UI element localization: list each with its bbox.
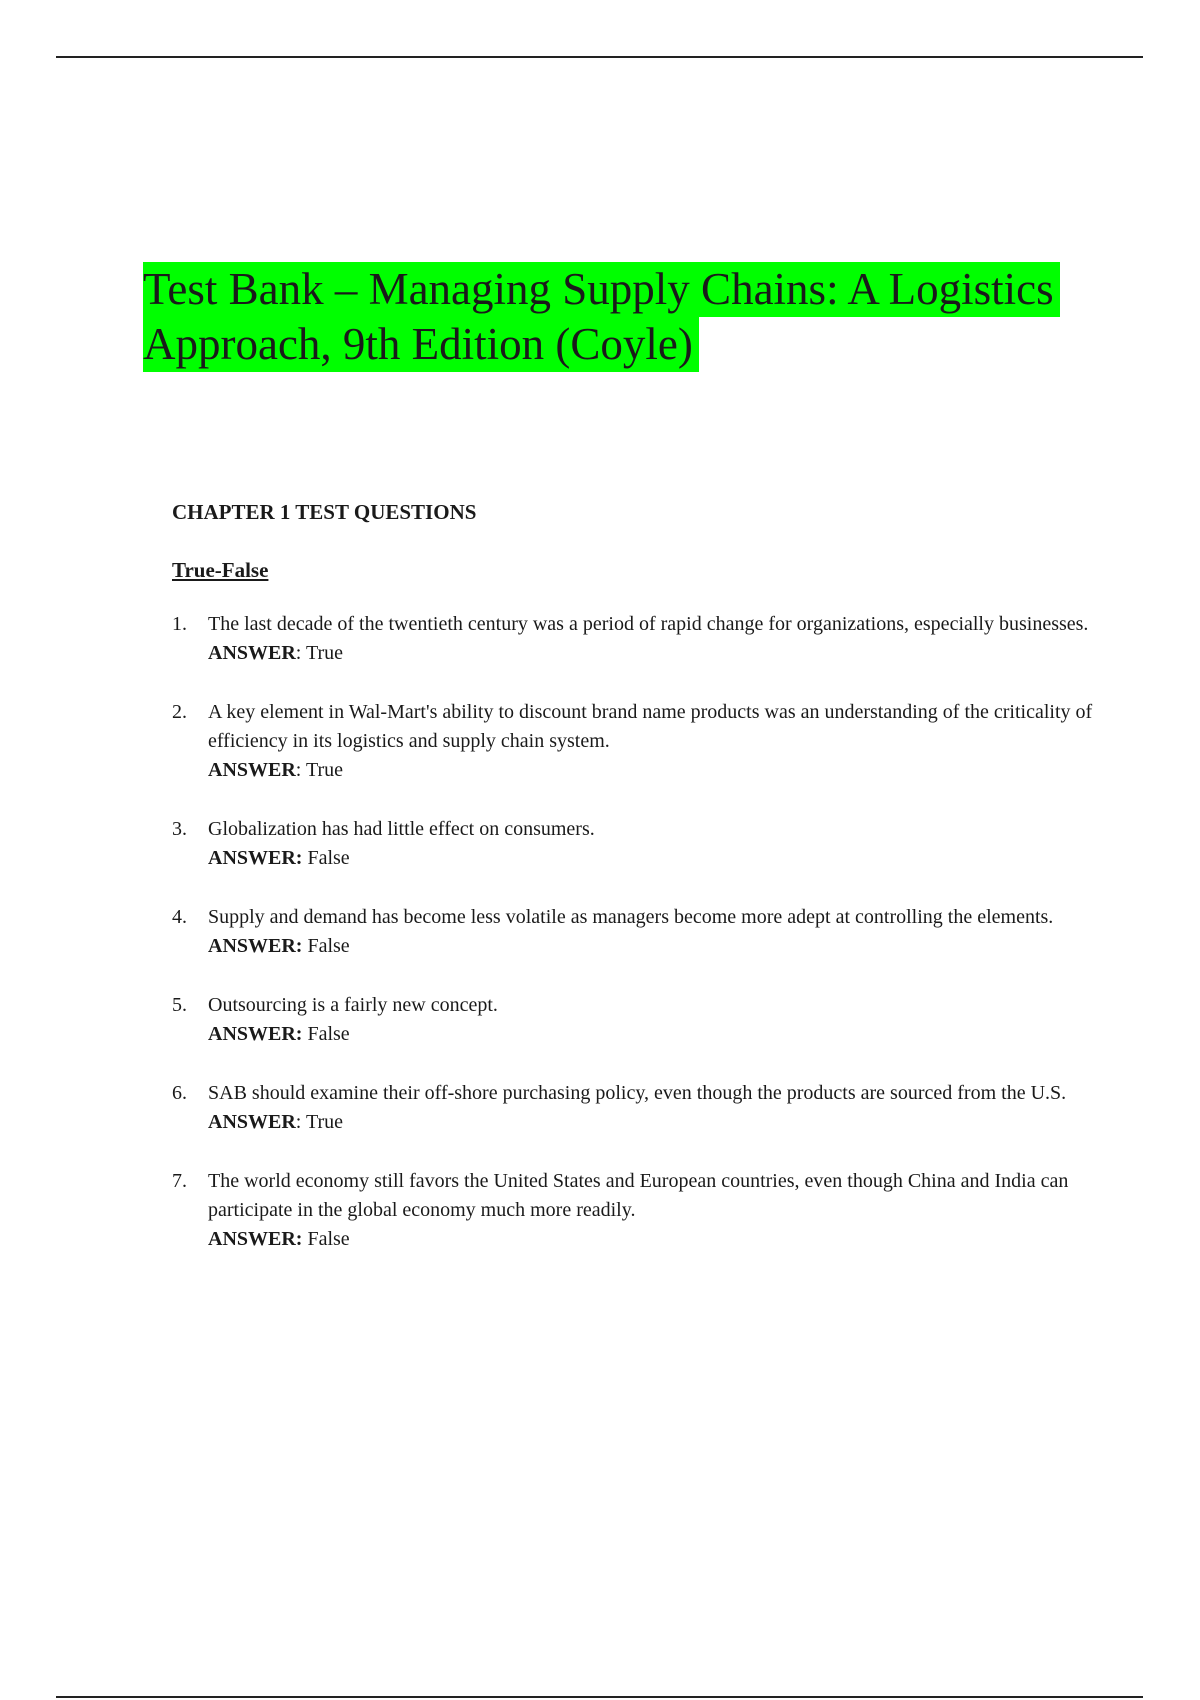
chapter-heading: CHAPTER 1 TEST QUESTIONS bbox=[172, 500, 477, 524]
question-item bbox=[172, 1167, 1122, 1254]
question-answer bbox=[208, 844, 1122, 873]
question-text: The last decade of the twentieth century was a period of rapid change for organizations, especially businesses. bbox=[208, 613, 1089, 635]
question-text: Outsourcing is a fairly new concept. bbox=[208, 994, 498, 1016]
question-text: Supply and demand has become less volatile as managers become more adept at controlling the elements. bbox=[208, 906, 1054, 928]
answer-value: True bbox=[306, 1111, 344, 1133]
top-rule bbox=[56, 56, 1143, 58]
answer-label: ANSWER: bbox=[208, 935, 303, 957]
document-title bbox=[143, 262, 1143, 372]
question-answer bbox=[208, 1108, 1122, 1137]
answer-value: True bbox=[306, 642, 344, 664]
answer-label: ANSWER bbox=[208, 642, 296, 664]
question-item bbox=[172, 698, 1122, 785]
question-answer bbox=[208, 639, 1122, 668]
bottom-rule bbox=[56, 1696, 1143, 1698]
question-number: 4. bbox=[172, 906, 187, 928]
answer-separator: : bbox=[295, 759, 306, 781]
question-text: SAB should examine their off-shore purchasing policy, even though the products are sourced from the U.S. bbox=[208, 1082, 1067, 1104]
question-item bbox=[172, 903, 1122, 961]
question-number: 5. bbox=[172, 994, 187, 1016]
question-number: 1. bbox=[172, 613, 187, 635]
question-text: Globalization has had little effect on consumers. bbox=[208, 818, 595, 840]
question-answer bbox=[208, 1020, 1122, 1049]
answer-label: ANSWER bbox=[208, 759, 296, 781]
question-text: A key element in Wal-Mart's ability to discount brand name products was an understanding of the criticality of efficiency in its logistics and supply chain system. bbox=[208, 701, 1093, 752]
answer-value: False bbox=[307, 935, 350, 957]
answer-label: ANSWER bbox=[208, 1111, 296, 1133]
question-item bbox=[172, 610, 1122, 668]
question-item bbox=[172, 1079, 1122, 1137]
answer-separator: : bbox=[295, 1111, 306, 1133]
question-list bbox=[172, 610, 1122, 1254]
question-answer bbox=[208, 1225, 1122, 1254]
question-number: 2. bbox=[172, 701, 187, 723]
answer-label: ANSWER: bbox=[208, 1023, 303, 1045]
document-body bbox=[172, 498, 1122, 1284]
section-heading: True-False bbox=[172, 558, 269, 582]
question-number: 7. bbox=[172, 1170, 187, 1192]
title-line-2: Approach, 9th Edition (Coyle) bbox=[143, 317, 699, 372]
answer-label: ANSWER: bbox=[208, 1228, 303, 1250]
answer-separator: : bbox=[295, 642, 306, 664]
question-text: The world economy still favors the United States and European countries, even though China and India can participate in the global economy much more readily. bbox=[208, 1170, 1069, 1221]
answer-value: True bbox=[306, 759, 344, 781]
question-answer bbox=[208, 932, 1122, 961]
question-answer bbox=[208, 756, 1122, 785]
title-line-1: Test Bank – Managing Supply Chains: A Logistics bbox=[143, 262, 1060, 317]
question-item bbox=[172, 815, 1122, 873]
question-number: 3. bbox=[172, 818, 187, 840]
answer-value: False bbox=[307, 1023, 350, 1045]
answer-label: ANSWER: bbox=[208, 847, 303, 869]
answer-value: False bbox=[307, 1228, 350, 1250]
question-number: 6. bbox=[172, 1082, 187, 1104]
question-item bbox=[172, 991, 1122, 1049]
answer-value: False bbox=[307, 847, 350, 869]
